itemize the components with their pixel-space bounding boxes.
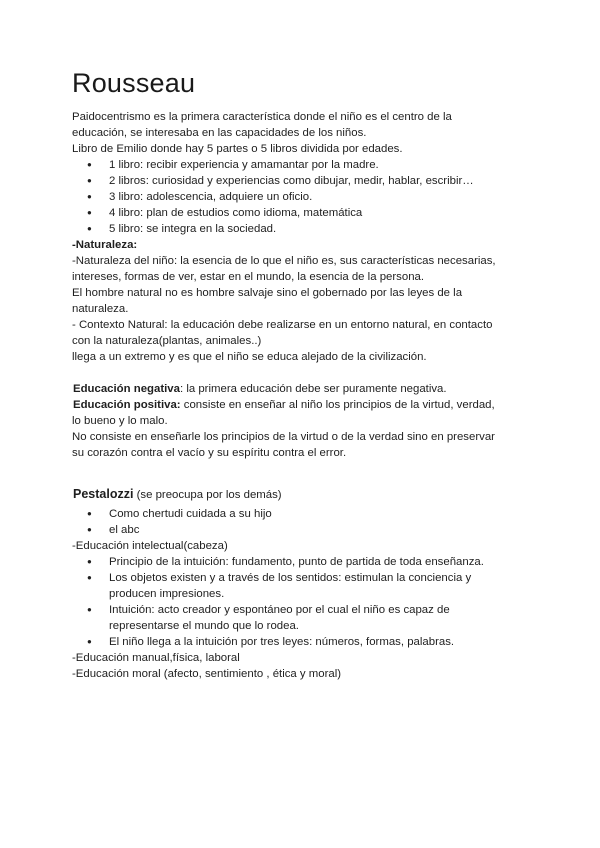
list-item: ● el abc <box>72 522 532 538</box>
pestalozzi-heading: Pestalozzi (se preocupa por los demás) <box>73 487 282 501</box>
document-body <box>72 109 532 682</box>
libros-list <box>72 157 532 237</box>
spacer <box>72 461 532 477</box>
educacion-negativa-label: Educación negativa <box>73 383 180 395</box>
educacion-negativa: Educación negativa: la primera educación debe ser puramente negativa. <box>73 383 447 395</box>
educacion-moral: -Educación moral (afecto, sentimiento , ética y moral) <box>72 668 342 680</box>
list-item: ● Como chertudi cuidada a su hijo <box>72 506 532 522</box>
intro-line: Libro de Emilio donde hay 5 partes o 5 libros dividida por edades. <box>72 143 403 155</box>
list-item: ● Los objetos existen y a través de los sentidos: estimulan la conciencia y producen impresiones. <box>72 570 532 602</box>
educacion-positiva: Educación positiva: consiste en enseñar al niño los principios de la virtud, verdad, <box>73 399 495 411</box>
intelectual-list <box>72 554 532 650</box>
educacion-line: No consiste en enseñarle los principios de la virtud o de la verdad sino en preservar <box>72 431 495 443</box>
naturaleza-line: intereses, formas de ver, estar en el mundo, la esencia de la persona. <box>72 271 425 283</box>
list-item: ● Principio de la intuición: fundamento, punto de partida de toda enseñanza. <box>72 554 532 570</box>
list-item: ● 1 libro: recibir experiencia y amamantar por la madre. <box>72 157 532 173</box>
list-item: ● 2 libros: curiosidad y experiencias como dibujar, medir, hablar, escribir… <box>72 173 532 189</box>
list-item: ● 3 libro: adolescencia, adquiere un oficio. <box>72 189 532 205</box>
list-item: ● 4 libro: plan de estudios como idioma, matemática <box>72 205 532 221</box>
naturaleza-line: -Naturaleza del niño: la esencia de lo que el niño es, sus características necesarias, <box>72 255 496 267</box>
educacion-intelectual: -Educación intelectual(cabeza) <box>72 540 228 552</box>
spacer <box>72 365 532 381</box>
pestalozzi-note: (se preocupa por los demás) <box>133 489 282 501</box>
educacion-manual: -Educación manual,física, laboral <box>72 652 240 664</box>
list-item: ● El niño llega a la intuición por tres leyes: números, formas, palabras. <box>72 634 532 650</box>
naturaleza-line: - Contexto Natural: la educación debe realizarse en un entorno natural, en contacto <box>72 319 493 331</box>
page-title: Rousseau <box>72 68 196 98</box>
naturaleza-line: naturaleza. <box>72 303 129 315</box>
pestalozzi-list <box>72 506 532 538</box>
intro-line: educación, se interesaba en las capacidades de los niños. <box>72 127 367 139</box>
naturaleza-line: El hombre natural no es hombre salvaje sino el gobernado por las leyes de la <box>72 287 463 299</box>
list-item: ● 5 libro: se integra en la sociedad. <box>72 221 532 237</box>
naturaleza-line: llega a un extremo y es que el niño se educa alejado de la civilización. <box>72 351 427 363</box>
educacion-line: su corazón contra el vacío y su espíritu contra el error. <box>72 447 347 459</box>
educacion-line: lo bueno y lo malo. <box>72 415 168 427</box>
naturaleza-heading: -Naturaleza: <box>72 239 138 251</box>
list-item: ● Intuición: acto creador y espontáneo por el cual el niño es capaz de representarse el mundo que lo rodea. <box>72 602 532 634</box>
naturaleza-line: con la naturaleza(plantas, animales..) <box>72 335 262 347</box>
educacion-positiva-label: Educación positiva: <box>73 399 181 411</box>
intro-line: Paidocentrismo es la primera característica donde el niño es el centro de la <box>72 111 452 123</box>
